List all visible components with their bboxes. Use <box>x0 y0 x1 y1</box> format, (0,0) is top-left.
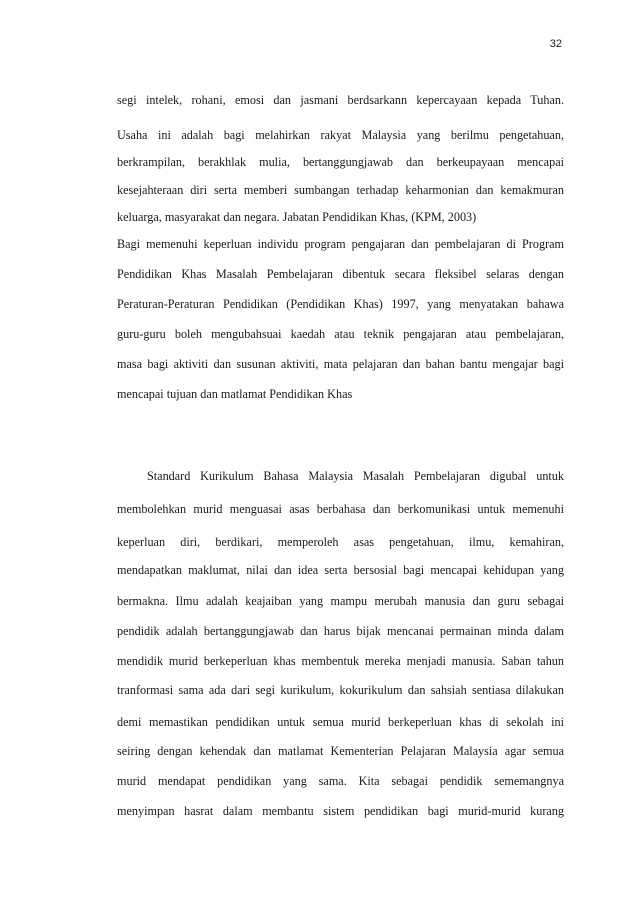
text-line: berkrampilan, berakhlak mulia, bertanggungjawab dan berkeupayaan mencapai <box>117 155 564 169</box>
text-line: murid mendapat pendidikan yang sama. Kita sebagai pendidik sememangnya <box>117 774 564 788</box>
text-line: masa bagi aktiviti dan susunan aktiviti, mata pelajaran dan bahan bantu mengajar bagi <box>117 357 564 371</box>
text-line: mendapatkan maklumat, nilai dan idea serta bersosial bagi mencapai kehidupan yang <box>117 563 564 577</box>
text-line: pendidik adalah bertanggungjawab dan harus bijak mencanai permainan minda dalam <box>117 624 564 638</box>
text-line: Usaha ini adalah bagi melahirkan rakyat Malaysia yang berilmu pengetahuan, <box>117 128 564 142</box>
text-line: menyimpan hasrat dalam membantu sistem pendidikan bagi murid-murid kurang <box>117 804 564 818</box>
page-number: 32 <box>549 38 562 50</box>
text-line: tranformasi sama ada dari segi kurikulum, kokurikulum dan sahsiah sentiasa dilakukan <box>117 683 564 697</box>
text-line: keluarga, masyarakat dan negara. Jabatan Pendidikan Khas, (KPM, 2003) <box>117 210 477 224</box>
text-line: seiring dengan kehendak dan matlamat Kementerian Pelajaran Malaysia agar semua <box>117 744 564 758</box>
text-line: Bagi memenuhi keperluan individu program pengajaran dan pembelajaran di Program <box>117 237 564 251</box>
text-line: guru-guru boleh mengubahsuai kaedah atau teknik pengajaran atau pembelajaran, <box>117 327 564 341</box>
text-line: mencapai tujuan dan matlamat Pendidikan Khas <box>117 387 353 401</box>
text-line: keperluan diri, berdikari, memperoleh asas pengetahuan, ilmu, kemahiran, <box>117 535 564 549</box>
text-line: Standard Kurikulum Bahasa Malaysia Masalah Pembelajaran digubal untuk <box>147 469 564 483</box>
text-line: Pendidikan Khas Masalah Pembelajaran dibentuk secara fleksibel selaras dengan <box>117 267 564 281</box>
text-line: Peraturan-Peraturan Pendidikan (Pendidikan Khas) 1997, yang menyatakan bahawa <box>117 297 564 311</box>
text-line: kesejahteraan diri serta memberi sumbangan terhadap keharmonian dan kemakmuran <box>117 183 564 197</box>
text-line: segi intelek, rohani, emosi dan jasmani berdsarkann kepercayaan kepada Tuhan. <box>117 93 564 107</box>
text-line: mendidik murid berkeperluan khas membentuk mereka menjadi manusia. Saban tahun <box>117 654 564 668</box>
text-line: demi memastikan pendidikan untuk semua murid berkeperluan khas di sekolah ini <box>117 715 564 729</box>
text-line: bermakna. Ilmu adalah keajaiban yang mampu merubah manusia dan guru sebagai <box>117 594 564 608</box>
text-line: membolehkan murid menguasai asas berbahasa dan berkomunikasi untuk memenuhi <box>117 502 564 516</box>
